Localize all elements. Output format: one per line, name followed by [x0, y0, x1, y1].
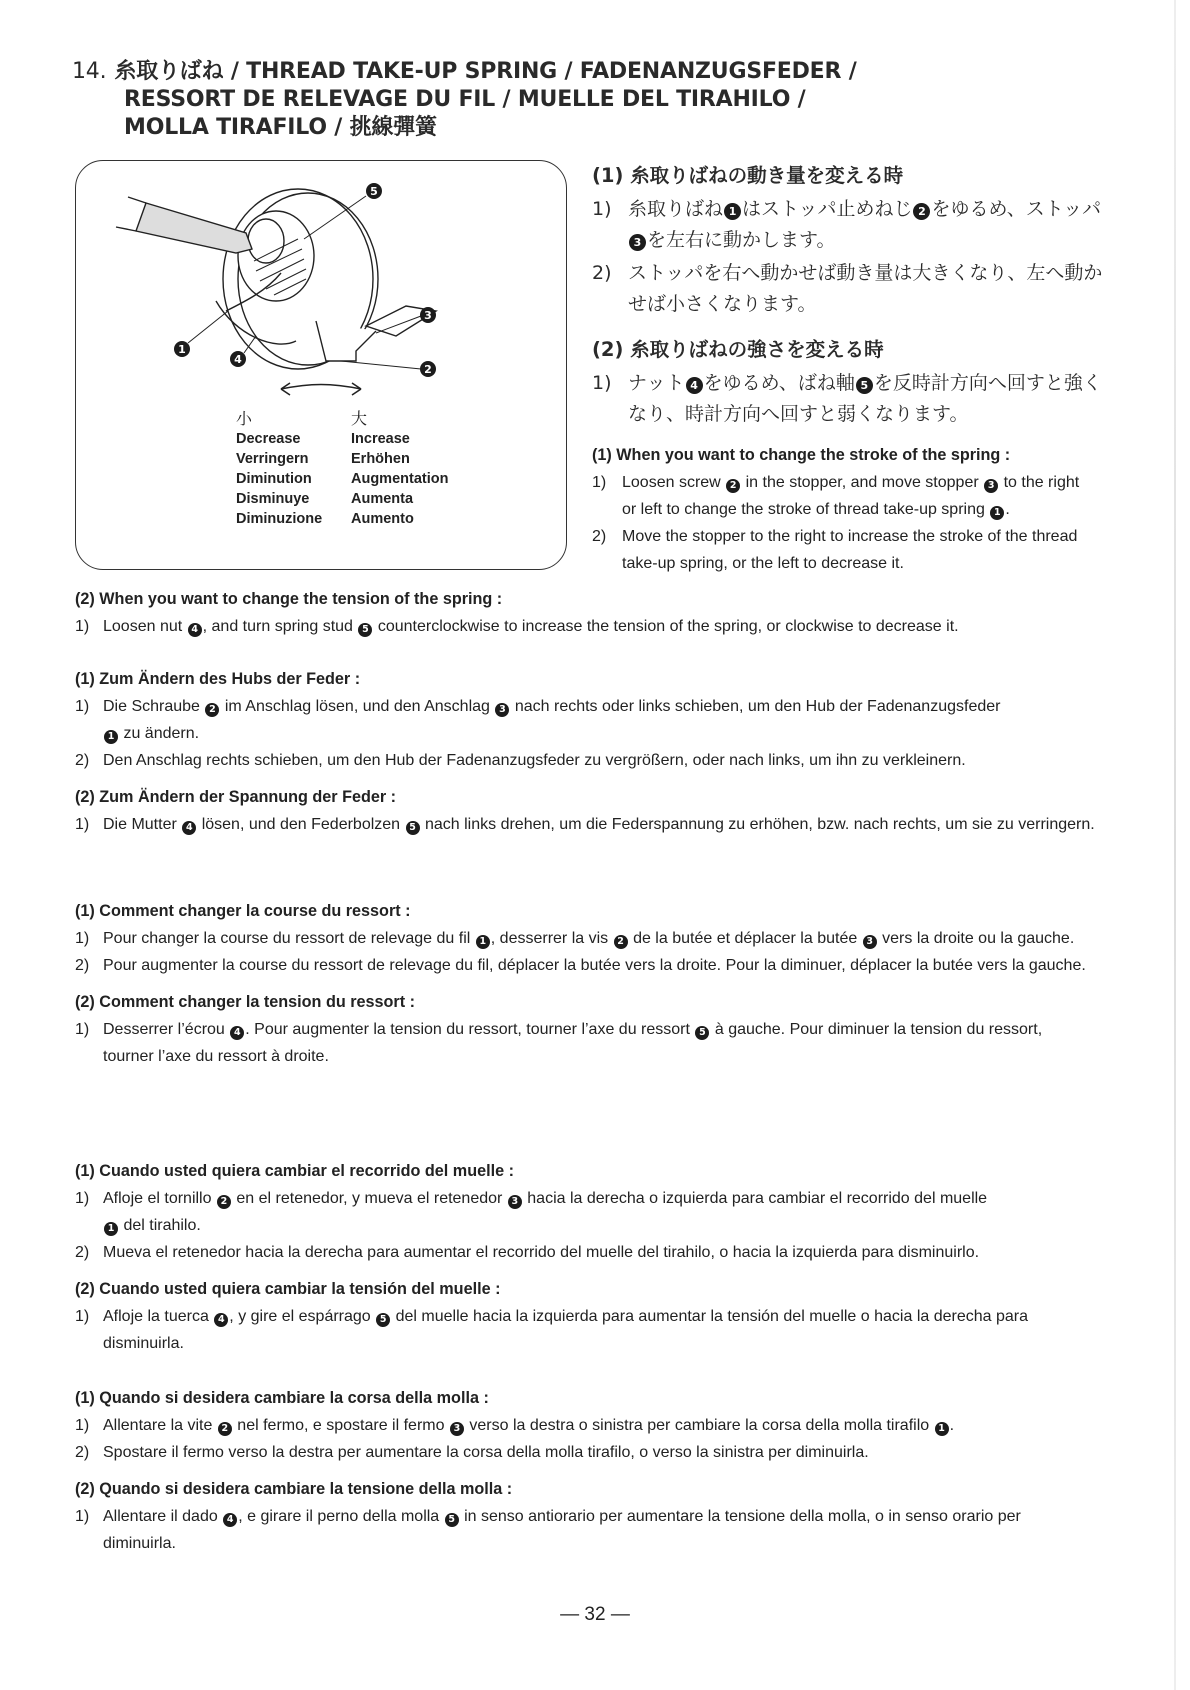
legend-row: Diminuzione Aumento	[236, 511, 414, 527]
de-item: 2) Den Anschlag rechts schieben, um den Hub der Fadenanzugsfeder zu vergrößern, oder nach links, um ihn zu verkleinern.	[75, 752, 966, 769]
fr-item: 1) Desserrer l’écrou 4 . Pour augmenter la tension du ressort, tourner l’axe du ressort 5 à gauche. Pour diminuer la tension du ressort, tourner l’axe du ressort à droite.	[75, 1021, 1043, 1065]
thread-take-up-spring-diagram	[76, 161, 566, 421]
jp-item: 2) ストッパを右へ動かせば動き量は大きくなり、左へ動かせば小さくなります。	[592, 262, 1103, 315]
en-heading-1: (1) When you want to change the stroke of the spring :	[592, 446, 1011, 464]
en-item: 1) Loosen nut 4 , and turn spring stud 5 counterclockwise to increase the tension of the spring, or clockwise to decrease it.	[75, 618, 959, 635]
ref-4-icon: 4	[214, 1313, 228, 1327]
figure-legend	[236, 409, 448, 529]
jp-item: 1) 糸取りばね 1 はストッパ止めねじ 2 をゆるめ、ストッパ3 を左右に動かします。	[592, 198, 1102, 251]
legend-row: Decrease Increase	[236, 431, 410, 447]
en-item: 2) Move the stopper to the right to increase the stroke of the thread take-up spring, or the left to decrease it.	[592, 528, 1078, 572]
ref-3-icon: 3	[629, 234, 646, 251]
it-heading-1: (1) Quando si desidera cambiare la corsa della molla :	[75, 1389, 489, 1407]
ref-5-icon: 5	[856, 377, 873, 394]
callout-4	[230, 351, 246, 367]
jp-heading-1: (1) 糸取りばねの動き量を変える時	[592, 164, 904, 187]
es-heading-1: (1) Cuando usted quiera cambiar el recorrido del muelle :	[75, 1162, 514, 1180]
ref-5-icon: 5	[358, 623, 372, 637]
english-section-1	[592, 442, 1092, 577]
ref-3-icon: 3	[984, 479, 998, 493]
fr-item: 1) Pour changer la course du ressort de relevage du fil 1 , desserrer la vis 2 de la butée et déplacer la butée 3 vers la droite ou la gauche.	[75, 930, 1075, 947]
it-item: 1) Allentare la vite 2 nel fermo, e spostare il fermo 3 verso la destra o sinistra per cambiare la corsa della molla tirafilo 1 .	[75, 1417, 955, 1434]
it-item: 2) Spostare il fermo verso la destra per aumentare la corsa della molla tirafilo, o verso la sinistra per diminuirla.	[75, 1444, 869, 1461]
ref-2-icon: 2	[913, 203, 930, 220]
ref-1-icon: 1	[104, 1222, 118, 1236]
figure-box	[75, 160, 567, 570]
ref-1-icon: 1	[724, 203, 741, 220]
de-heading-1: (1) Zum Ändern des Hubs der Feder :	[75, 670, 361, 688]
callout-3	[420, 307, 436, 323]
italian-section	[75, 1385, 1095, 1557]
ref-2-icon: 2	[614, 935, 628, 949]
legend-row: Verringern Erhöhen	[236, 451, 410, 467]
ref-4-icon: 4	[223, 1513, 237, 1527]
ref-2-icon: 2	[218, 1422, 232, 1436]
svg-text:3: 3	[424, 309, 432, 322]
ref-2-icon: 2	[217, 1195, 231, 1209]
es-item: 1) Afloje la tuerca 4 , y gire el espárrago 5 del muelle hacia la izquierda para aumentar la tensión del muelle o hacia la derecha para disminuirla.	[75, 1308, 1028, 1352]
es-heading-2: (2) Cuando usted quiera cambiar la tensión del muelle :	[75, 1280, 501, 1298]
svg-text:5: 5	[370, 185, 378, 198]
ref-1-icon: 1	[104, 730, 118, 744]
ref-5-icon: 5	[406, 821, 420, 835]
de-item: 1) Die Schraube 2 im Anschlag lösen, und den Anschlag 3 nach rechts oder links schieben, um den Hub der Fadenanzugsfeder 1 zu ändern.	[75, 698, 1001, 742]
svg-text:2: 2	[424, 363, 432, 376]
ref-1-icon: 1	[935, 1422, 949, 1436]
fr-heading-2: (2) Comment changer la tension du ressort :	[75, 993, 415, 1011]
svg-text:1: 1	[178, 343, 186, 356]
french-section	[75, 898, 1095, 1070]
ref-5-icon: 5	[376, 1313, 390, 1327]
ref-3-icon: 3	[863, 935, 877, 949]
ref-5-icon: 5	[445, 1513, 459, 1527]
title-text-1: 糸取りばね / THREAD TAKE-UP SPRING / FADENANZUGSFEDER /	[114, 59, 857, 84]
callout-5	[366, 183, 382, 199]
jp-item: 1) ナット 4 をゆるめ、ばね軸 5 を反時計方向へ回すと強くなり、時計方向へ回すと弱くなります。	[592, 372, 1102, 425]
scan-edge	[1174, 0, 1176, 1690]
japanese-instructions	[592, 160, 1112, 432]
ref-3-icon: 3	[508, 1195, 522, 1209]
ref-3-icon: 3	[450, 1422, 464, 1436]
section-number: 14.	[72, 59, 107, 84]
callout-1	[174, 341, 190, 357]
page-number: — 32 —	[560, 1604, 630, 1625]
ref-1-icon: 1	[990, 506, 1004, 520]
legend-row: Diminution Augmentation	[236, 471, 449, 487]
spring-stud	[248, 219, 284, 263]
english-section-2	[75, 586, 1095, 640]
ref-4-icon: 4	[230, 1026, 244, 1040]
section-title	[72, 58, 952, 142]
ref-2-icon: 2	[205, 703, 219, 717]
legend-large: 大	[351, 409, 368, 428]
svg-text:4: 4	[234, 353, 242, 366]
screwdriver	[136, 203, 252, 253]
it-item: 1) Allentare il dado 4 , e girare il perno della molla 5 in senso antiorario per aumentare la tensione della molla, o in senso orario per diminuirla.	[75, 1508, 1021, 1552]
german-section	[75, 666, 1095, 838]
ref-5-icon: 5	[695, 1026, 709, 1040]
es-item: 1) Afloje el tornillo 2 en el retenedor, y mueva el retenedor 3 hacia la derecha o izquierda para cambiar el recorrido del muelle 1 del tirahilo.	[75, 1190, 988, 1234]
en-heading-2: (2) When you want to change the tension of the spring :	[75, 590, 503, 608]
ref-2-icon: 2	[726, 479, 740, 493]
title-line-1	[72, 58, 952, 86]
adjust-arrow	[281, 385, 361, 390]
en-item: 1) Loosen screw 2 in the stopper, and move stopper 3 to the right or left to change the stroke of thread take-up spring 1 .	[592, 474, 1080, 518]
jp-heading-2: (2) 糸取りばねの強さを変える時	[592, 338, 884, 361]
es-item: 2) Mueva el retenedor hacia la derecha para aumentar el recorrido del muelle del tirahilo, o hacia la izquierda para disminuirlo.	[75, 1244, 980, 1261]
ref-4-icon: 4	[182, 821, 196, 835]
fr-item: 2) Pour augmenter la course du ressort de relevage du fil, déplacer la butée vers la droite. Pour la diminuer, déplacer la butée vers la gauche.	[75, 957, 1086, 974]
spanish-section	[75, 1158, 1095, 1357]
ref-3-icon: 3	[495, 703, 509, 717]
fr-heading-1: (1) Comment changer la course du ressort :	[75, 902, 411, 920]
ref-4-icon: 4	[686, 377, 703, 394]
callout-2	[420, 361, 436, 377]
it-heading-2: (2) Quando si desidera cambiare la tensione della molla :	[75, 1480, 513, 1498]
de-heading-2: (2) Zum Ändern der Spannung der Feder :	[75, 788, 397, 806]
title-line-3: MOLLA TIRAFILO / 挑線彈簧	[124, 115, 437, 140]
legend-small: 小	[236, 409, 253, 428]
de-item: 1) Die Mutter 4 lösen, und den Federbolzen 5 nach links drehen, um die Federspannung zu erhöhen, bzw. nach rechts, um sie zu verringern.	[75, 816, 1095, 833]
ref-4-icon: 4	[188, 623, 202, 637]
title-line-2: RESSORT DE RELEVAGE DU FIL / MUELLE DEL TIRAHILO /	[124, 87, 806, 112]
ref-1-icon: 1	[476, 935, 490, 949]
legend-row: Disminuye Aumenta	[236, 491, 414, 507]
